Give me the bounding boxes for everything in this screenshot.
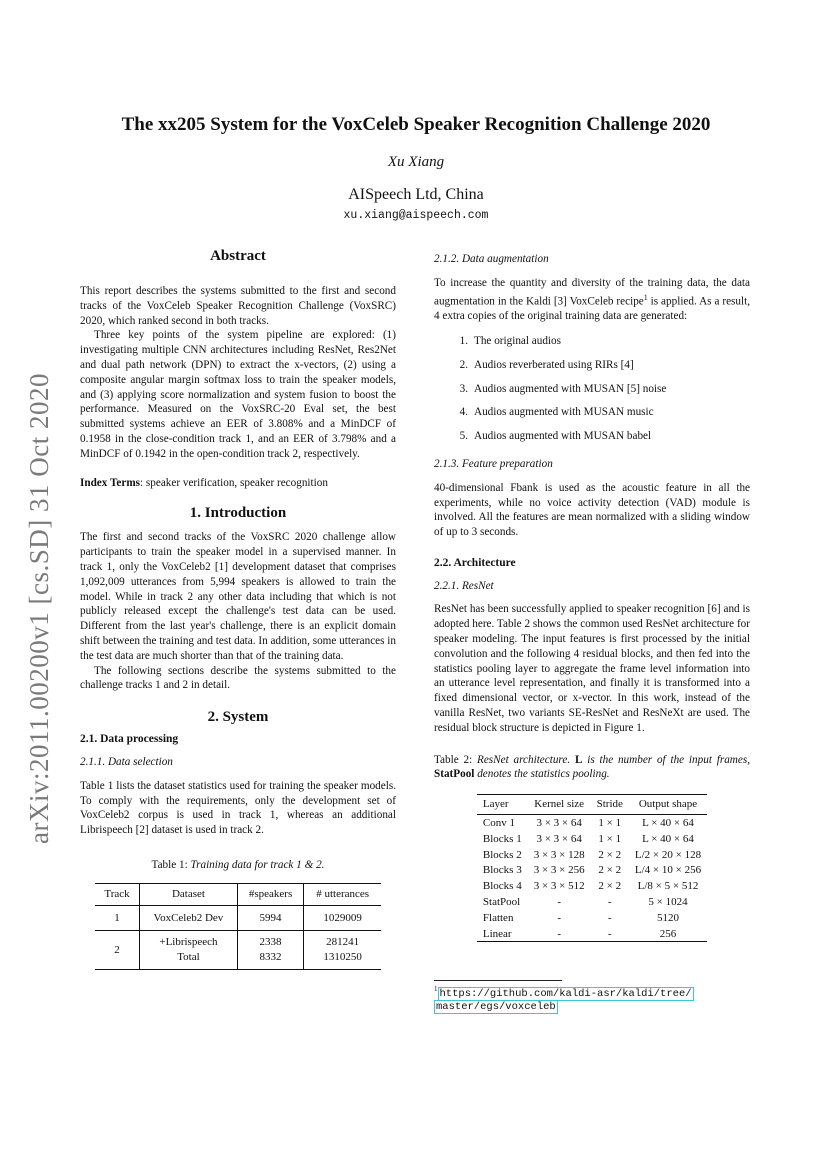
index-terms <box>80 476 396 491</box>
table-1-cell: +Librispeech <box>140 931 238 950</box>
introduction-paragraph-2: The following sections describe the systems submitted to the challenge tracks 1 and 2 in detail. <box>80 664 396 692</box>
affiliation: AISpeech Ltd, China <box>348 186 484 203</box>
left-column <box>80 246 396 970</box>
table-2-header-cell: Kernel size <box>534 798 585 811</box>
augmentation-list <box>434 334 750 444</box>
table-1-caption <box>80 858 396 873</box>
abstract-paragraph-2: Three key points of the system pipeline are explored: (1) investigating multiple CNN architectures including ResNet, Res2Net and dual path network (DPN) to extract the x-vectors, (2) using a composite angular margin softmax loss to train the speaker models, and (3) applying score normalization and system fusion to boost the performance. Measured on the VoxSRC-20 Eval set, the best submitted systems achieve an EER of 3.808% and a MinDCF of 0.1958 in the close-condition track 1, and an EER of 3.798% and a MinDCF of 0.1942 in the open-condition track 2, respectively. <box>80 329 396 460</box>
table-1-caption-label: Table 1: <box>151 858 191 871</box>
augmentation-list-item <box>434 429 750 444</box>
table-1-header-cell: Track <box>95 883 140 905</box>
list-item-number: 4. <box>459 406 468 419</box>
table-2-cell: - <box>607 927 612 940</box>
paper-title: The xx205 System for the VoxCeleb Speaker Recognition Challenge 2020 <box>121 114 711 135</box>
footnote <box>434 983 750 1014</box>
table-2-header-cell: Layer <box>482 798 509 811</box>
table-2-cell: L/8 × 5 × 512 <box>637 880 699 893</box>
table-2-cell: StatPool <box>482 896 521 909</box>
table-2-cell: 2 × 2 <box>598 880 622 893</box>
table-2-row <box>477 910 707 926</box>
table-1-row <box>95 931 381 950</box>
table-1-header-cell: #speakers <box>237 883 304 905</box>
table-2-row <box>477 815 707 831</box>
data-augmentation-paragraph <box>434 276 750 324</box>
table-2-row <box>477 847 707 863</box>
table-1-header-cell: # utterances <box>316 887 370 900</box>
table-2-cell: 3 × 3 × 128 <box>533 848 585 861</box>
table-2-cell: 5120 <box>657 911 679 924</box>
table-2-cell: Blocks 2 <box>482 848 522 861</box>
table-1-cell: 281241 <box>326 936 360 949</box>
augmentation-list-item <box>434 382 750 397</box>
table-2-cell: 3 × 3 × 64 <box>536 832 582 845</box>
author-name: Xu Xiang <box>387 154 445 170</box>
arxiv-sidebar-stamp <box>22 368 56 848</box>
table-2-cell: 1 × 1 <box>598 832 622 845</box>
index-terms-label: Index Terms <box>80 476 140 489</box>
list-item-text: Audios augmented with MUSAN [5] noise <box>474 382 667 395</box>
table-2-cell: - <box>557 896 561 909</box>
list-item-text: Audios augmented with MUSAN babel <box>474 430 652 443</box>
table-2-cell: - <box>557 927 561 940</box>
arxiv-identifier: arXiv:2011.00200v1 [cs.SD] 31 Oct 2020 <box>23 372 54 844</box>
table-2-cell: Conv 1 <box>482 817 515 830</box>
data-selection-paragraph: Table 1 lists the dataset statistics used for training the speaker models. To comply with the requirements, only the development set of VoxCeleb2 corpus is used in track 1, whereas an additional Librispeech [2] dataset is used in track 2. <box>80 779 396 837</box>
section-2-1-3-heading: 2.1.3. Feature preparation <box>434 457 553 470</box>
table-2-cell: - <box>557 911 561 924</box>
table-2-cell: 2 × 2 <box>598 848 622 861</box>
table-2-cell: L × 40 × 64 <box>642 832 694 845</box>
list-item-number: 2. <box>459 358 468 371</box>
table-2-cell: L × 40 × 64 <box>642 817 694 830</box>
table-2-cell: 3 × 3 × 256 <box>533 864 585 877</box>
system-heading: 2. System <box>207 709 269 726</box>
table-2-cell: Blocks 3 <box>482 864 522 877</box>
table-1-header-row <box>95 883 381 905</box>
author-email: xu.xiang@aispeech.com <box>343 209 489 222</box>
table-1 <box>95 883 381 970</box>
table-2-cell: 2 × 2 <box>598 864 622 877</box>
table-1-cell: 1029009 <box>323 911 362 924</box>
footnote-link-line-1[interactable]: https://github.com/kaldi-asr/kaldi/tree/ <box>439 987 692 1000</box>
list-item-text: The original audios <box>474 334 561 347</box>
table-1-cell: 2 <box>95 931 140 970</box>
footnote-mark: 1 <box>434 985 438 994</box>
table-2-header-cell: Output shape <box>638 798 698 811</box>
table-2-row <box>477 831 707 847</box>
footnote-link-line-2[interactable]: master/egs/voxceleb <box>436 1000 556 1013</box>
table-2-caption-text: ResNet architecture. <box>477 753 575 766</box>
introduction-heading: 1. Introduction <box>189 505 287 522</box>
augmentation-list-item <box>434 358 750 373</box>
augmentation-list-item <box>434 405 750 420</box>
footnote-marker: 1 <box>643 292 648 302</box>
section-2-1-heading: 2.1. Data processing <box>80 733 179 746</box>
index-terms-text: : speaker verification, speaker recognition <box>140 476 328 489</box>
introduction-paragraph-1: The first and second tracks of the VoxSRC 2020 challenge allow participants to train the speaker model in a supervised manner. In track 1, only the VoxCeleb2 [1] development dataset that comprises 1,092,009 utterances from 5,994 speakers is allowed to train the model. While in track 2 any other data including that which is not publicly released except the challenge's test data can be used. Different from the last year's challenge, there is an explicit domain shift between the training and test data. In addition, some utterances in the test data are much shorter than that of the training data. <box>80 531 396 662</box>
table-2-caption-term: StatPool <box>434 768 475 781</box>
right-column <box>434 252 750 1014</box>
table-1-cell: 8332 <box>237 950 304 969</box>
table-2-header-row <box>477 795 707 815</box>
table-1-cell: VoxCeleb2 Dev <box>140 905 238 931</box>
augmentation-text: To increase the quantity and diversity of the training data, the data augmentation in the Kaldi [3] VoxCeleb recipe <box>434 276 750 308</box>
list-item-text: Audios reverberated using RIRs [4] <box>474 358 634 371</box>
table-2-cell: 256 <box>659 927 677 940</box>
table-2-cell: L/2 × 20 × 128 <box>634 848 702 861</box>
feature-preparation-paragraph: 40-dimensional Fbank is used as the acoustic feature in all the experiments, while no voice activity detection (VAD) module is involved. All the features are mean normalized with a sliding window of up to 3 seconds. <box>434 481 750 539</box>
table-1-caption-text: Training data for track 1 & 2. <box>190 858 325 871</box>
table-1-cell: 5994 <box>237 905 304 931</box>
table-1-row <box>95 905 381 931</box>
table-2-cell: - <box>607 896 612 909</box>
table-2-cell: 3 × 3 × 64 <box>536 817 582 830</box>
table-2-cell: - <box>607 911 612 924</box>
table-1-cell: Total <box>140 950 238 969</box>
table-2-row <box>477 926 707 942</box>
table-2-caption-text: denotes the statistics pooling. <box>474 768 610 781</box>
augmentation-text-cont: is applied. As a result, 4 extra copies of the original training data are generated: <box>434 295 750 323</box>
section-2-1-1-heading: 2.1.1. Data selection <box>80 755 173 768</box>
table-2-caption-text: is the number of the input frames, <box>582 753 750 766</box>
table-2-cell: Linear <box>482 927 512 940</box>
table-2-row <box>477 878 707 894</box>
abstract-paragraph-1: This report describes the systems submitted to the first and second tracks of the VoxCeleb Speaker Recognition Challenge (VoxSRC) 2020, which ranked second in both tracks. <box>80 285 396 327</box>
table-1-header-cell: Dataset <box>140 883 238 905</box>
section-2-2-heading: 2.2. Architecture <box>434 556 516 569</box>
table-2-caption <box>434 753 750 783</box>
table-2-cell: Blocks 1 <box>482 832 522 845</box>
table-2-cell: Blocks 4 <box>482 880 522 893</box>
section-2-1-2-heading: 2.1.2. Data augmentation <box>434 253 549 265</box>
table-2-row <box>477 894 707 910</box>
table-1-cell: 1 <box>95 905 140 931</box>
table-2-header-cell: Stride <box>596 798 623 811</box>
table-1-cell: 2338 <box>237 931 304 950</box>
section-2-2-1-heading: 2.2.1. ResNet <box>434 579 494 592</box>
table-2-caption-label: Table 2: <box>434 753 477 766</box>
augmentation-list-item <box>434 334 750 349</box>
table-1-cell: 1310250 <box>323 951 362 964</box>
table-2-cell: 1 × 1 <box>598 817 622 830</box>
table-2-cell: 5 × 1024 <box>648 896 688 909</box>
table-2-row <box>477 862 707 878</box>
table-2-caption-symbol: L <box>574 753 583 766</box>
table-2-cell: 3 × 3 × 512 <box>533 880 585 893</box>
list-item-number: 3. <box>459 382 468 395</box>
abstract-heading: Abstract <box>210 248 266 264</box>
table-2 <box>477 794 707 942</box>
list-item-number: 1. <box>459 334 468 347</box>
list-item-number: 5. <box>459 430 468 443</box>
table-2-cell: L/4 × 10 × 256 <box>634 864 702 877</box>
list-item-text: Audios augmented with MUSAN music <box>474 406 654 419</box>
resnet-paragraph: ResNet has been successfully applied to speaker recognition [6] and is adopted here. Table 2 shows the common used ResNet architecture for speaker modeling. The input features is first processed by the initial convolution and the following 4 residual blocks, and then fed into the statistics pooling layer to aggregate the frame level information into an utterance level representation, and finally it is transformed into a fixed dimensional vector, or x-vector. In this work, instead of the vanilla ResNet, two variants SE-ResNet and ResNeXt are used. The residual block structure is depicted in Figure 1. <box>434 603 750 734</box>
table-2-cell: Flatten <box>482 911 514 924</box>
